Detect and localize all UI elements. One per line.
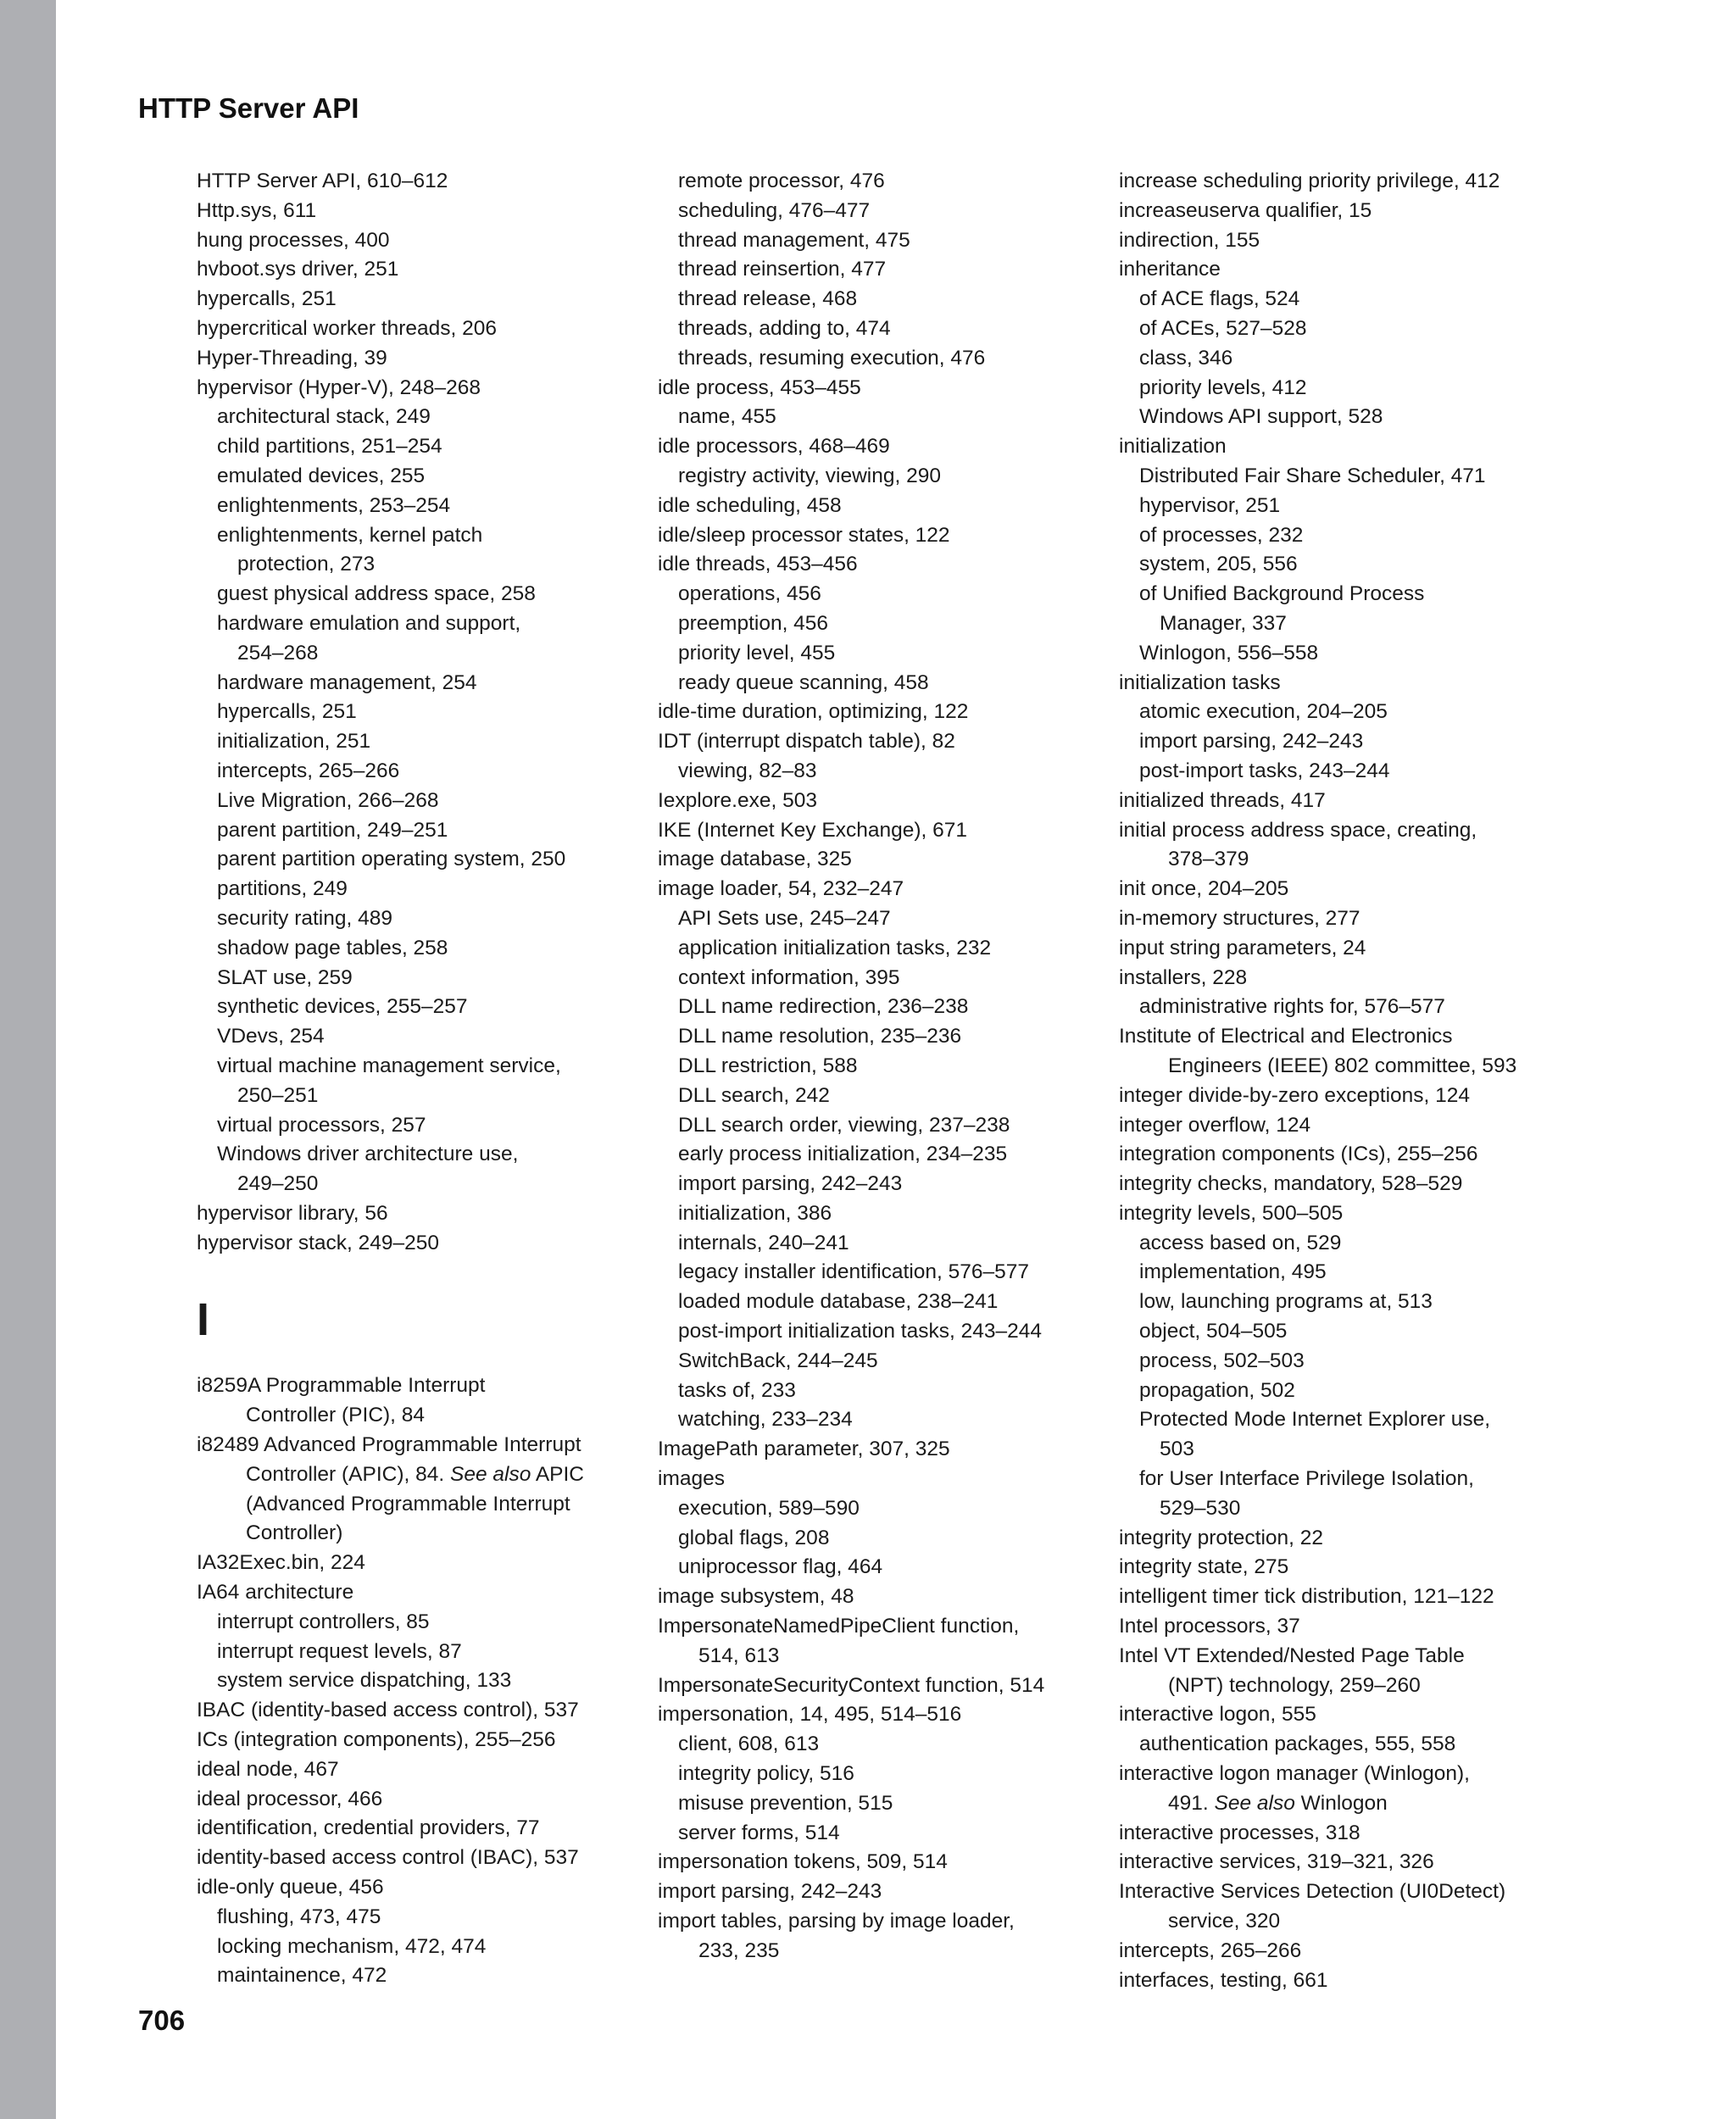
index-entry: integer overflow, 124 — [1119, 1113, 1311, 1137]
index-entry: API Sets use, 245–247 — [678, 906, 891, 930]
index-entry: of ACEs, 527–528 — [1139, 316, 1307, 340]
index-entry: preemption, 456 — [678, 611, 829, 635]
index-entry: scheduling, 476–477 — [678, 198, 871, 222]
index-entry: HTTP Server API, 610–612 — [197, 170, 448, 192]
index-entry: of processes, 232 — [1139, 523, 1304, 547]
index-entry: enlightenments, kernel patch — [217, 523, 483, 547]
index-entry: hypervisor (Hyper-V), 248–268 — [197, 375, 481, 399]
index-entry: init once, 204–205 — [1119, 877, 1289, 901]
index-entry: interfaces, testing, 661 — [1119, 1968, 1328, 1992]
index-entry: Winlogon, 556–558 — [1139, 641, 1319, 665]
index-entry: interactive services, 319–321, 326 — [1119, 1850, 1434, 1874]
index-entry: Distributed Fair Share Scheduler, 471 — [1139, 464, 1486, 487]
page-number: 706 — [138, 2005, 186, 2036]
index-entry: administrative rights for, 576–577 — [1139, 995, 1445, 1019]
index-entry: integrity protection, 22 — [1119, 1526, 1324, 1549]
index-entry: (Advanced Programmable Interrupt — [246, 1492, 570, 1516]
index-entry: ready queue scanning, 458 — [678, 670, 929, 694]
index-entry: hypercritical worker threads, 206 — [197, 316, 498, 340]
index-entry: idle scheduling, 458 — [658, 493, 842, 517]
index-entry: client, 608, 613 — [678, 1732, 820, 1756]
index-entry: ideal node, 467 — [197, 1757, 339, 1781]
index-entry: hardware management, 254 — [217, 670, 477, 694]
index-entry: hypervisor stack, 249–250 — [197, 1231, 439, 1254]
index-entry: guest physical address space, 258 — [217, 582, 536, 606]
index-entry: Engineers (IEEE) 802 committee, 593 — [1168, 1054, 1517, 1077]
index-entry: image loader, 54, 232–247 — [658, 877, 904, 901]
index-entry: integrity levels, 500–505 — [1119, 1201, 1344, 1225]
index-entry: low, launching programs at, 513 — [1139, 1290, 1433, 1314]
index-entry: intercepts, 265–266 — [1119, 1938, 1302, 1962]
index-entry: SwitchBack, 244–245 — [678, 1349, 878, 1372]
index-entry: 254–268 — [237, 641, 319, 665]
see-also-text: See also — [1214, 1791, 1295, 1815]
index-entry: Http.sys, 611 — [197, 198, 317, 222]
index-entry: integrity policy, 516 — [678, 1762, 854, 1786]
index-entry: tasks of, 233 — [678, 1378, 796, 1402]
index-entry: early process initialization, 234–235 — [678, 1143, 1008, 1166]
index-entry: maintainence, 472 — [217, 1964, 387, 1988]
index-entry: initialization tasks — [1119, 670, 1281, 694]
index-entry: interrupt controllers, 85 — [217, 1610, 430, 1633]
index-entry: hypervisor library, 56 — [197, 1201, 388, 1225]
index-entry: DLL restriction, 588 — [678, 1054, 858, 1077]
index-entry: VDevs, 254 — [217, 1025, 325, 1048]
index-entry: image database, 325 — [658, 848, 852, 871]
index-entry: propagation, 502 — [1139, 1378, 1295, 1402]
index-entry: post-import initialization tasks, 243–244 — [678, 1320, 1042, 1343]
index-entry: system, 205, 556 — [1139, 553, 1298, 576]
index-entry: registry activity, viewing, 290 — [678, 464, 941, 487]
index-entry: IKE (Internet Key Exchange), 671 — [658, 818, 967, 842]
index-entry: Controller (PIC), 84 — [246, 1404, 426, 1427]
index-entry: class, 346 — [1139, 346, 1233, 370]
index-entry: shadow page tables, 258 — [217, 936, 448, 959]
index-entry: increaseuserva qualifier, 15 — [1119, 198, 1372, 222]
index-entry: operations, 456 — [678, 582, 821, 606]
index-entry: ImpersonateSecurityContext function, 514 — [658, 1673, 1045, 1697]
index-entry: thread release, 468 — [678, 287, 858, 311]
index-entry: protection, 273 — [237, 553, 376, 576]
index-entry: flushing, 473, 475 — [217, 1905, 381, 1928]
index-entry: uniprocessor flag, 464 — [678, 1555, 883, 1579]
index-entry: threads, adding to, 474 — [678, 316, 891, 340]
index-entry: authentication packages, 555, 558 — [1139, 1732, 1456, 1756]
index-entry: server forms, 514 — [678, 1821, 840, 1844]
index-entry: interactive processes, 318 — [1119, 1821, 1360, 1844]
page-gutter — [0, 0, 56, 2119]
index-entry: access based on, 529 — [1139, 1231, 1342, 1254]
index-entry: ICs (integration components), 255–256 — [197, 1728, 556, 1752]
index-entry: initialization, 386 — [678, 1201, 832, 1225]
index-entry: integrity state, 275 — [1119, 1555, 1289, 1579]
index-entry: import parsing, 242–243 — [658, 1880, 882, 1904]
index-entry: initial process address space, creating, — [1119, 818, 1477, 842]
index-entry: 249–250 — [237, 1172, 319, 1196]
index-entry: impersonation, 14, 495, 514–516 — [658, 1703, 962, 1727]
index-entry — [197, 1460, 671, 1490]
index-entry: locking mechanism, 472, 474 — [217, 1934, 487, 1958]
index-entry: process, 502–503 — [1139, 1349, 1305, 1372]
index-entry-text: 491. — [1168, 1791, 1215, 1815]
index-entry: parent partition operating system, 250 — [217, 848, 566, 871]
index-entry: viewing, 82–83 — [678, 759, 817, 782]
index-entry: synthetic devices, 255–257 — [217, 995, 468, 1019]
index-entry: priority level, 455 — [678, 641, 836, 665]
index-entry: i8259A Programmable Interrupt — [197, 1374, 486, 1398]
index-entry: initialization — [1119, 435, 1227, 459]
index-entry: threads, resuming execution, 476 — [678, 346, 986, 370]
index-column-3 — [1119, 167, 1577, 1995]
index-entry: Institute of Electrical and Electronics — [1119, 1025, 1453, 1048]
index-entry: DLL search order, viewing, 237–238 — [678, 1113, 1010, 1137]
index-entry: IDT (interrupt dispatch table), 82 — [658, 730, 955, 754]
index-entry: idle/sleep processor states, 122 — [658, 523, 950, 547]
index-entry: parent partition, 249–251 — [217, 818, 448, 842]
index-entry: implementation, 495 — [1139, 1260, 1327, 1284]
index-entry: Iexplore.exe, 503 — [658, 788, 817, 812]
index-entry: of ACE flags, 524 — [1139, 287, 1300, 311]
index-entry: integration components (ICs), 255–256 — [1119, 1143, 1478, 1166]
index-entry: 529–530 — [1160, 1496, 1241, 1520]
index-entry: hung processes, 400 — [197, 228, 390, 252]
index-entry: impersonation tokens, 509, 514 — [658, 1850, 948, 1874]
index-entry: Windows API support, 528 — [1139, 405, 1383, 429]
index-entry: DLL name redirection, 236–238 — [678, 995, 969, 1019]
index-entry: hvboot.sys driver, 251 — [197, 258, 399, 281]
index-entry: images — [658, 1467, 725, 1491]
index-entry: DLL name resolution, 235–236 — [678, 1025, 962, 1048]
index-entry: import parsing, 242–243 — [1139, 730, 1364, 754]
index-entry: application initialization tasks, 232 — [678, 936, 992, 959]
index-entry: installers, 228 — [1119, 965, 1248, 989]
index-entry: in-memory structures, 277 — [1119, 906, 1360, 930]
index-entry: legacy installer identification, 576–577 — [678, 1260, 1030, 1284]
index-entry: import parsing, 242–243 — [678, 1172, 903, 1196]
index-entry: execution, 589–590 — [678, 1496, 860, 1520]
index-entry: interrupt request levels, 87 — [217, 1639, 462, 1663]
index-entry: service, 320 — [1168, 1910, 1281, 1933]
index-entry: remote processor, 476 — [678, 170, 885, 192]
index-entry: ImpersonateNamedPipeClient function, — [658, 1615, 1020, 1638]
index-entry: integer divide-by-zero exceptions, 124 — [1119, 1083, 1471, 1107]
index-entry: i82489 Advanced Programmable Interrupt — [197, 1433, 581, 1457]
index-entry: 503 — [1160, 1438, 1194, 1461]
index-entry: import tables, parsing by image loader, — [658, 1910, 1015, 1933]
index-entry: ideal processor, 466 — [197, 1787, 383, 1810]
index-entry: interactive logon, 555 — [1119, 1703, 1316, 1727]
index-entry: inheritance — [1119, 258, 1221, 281]
see-also-text: See also — [450, 1462, 531, 1486]
index-entry: Live Migration, 266–268 — [217, 788, 439, 812]
cross-reference-target: Winlogon — [1294, 1791, 1388, 1815]
index-entry: IA64 architecture — [197, 1581, 354, 1605]
index-entry: context information, 395 — [678, 965, 900, 989]
index-entry: child partitions, 251–254 — [217, 435, 442, 459]
index-entry: identification, credential providers, 77 — [197, 1816, 540, 1840]
index-entry: misuse prevention, 515 — [678, 1791, 893, 1815]
index-entry: thread management, 475 — [678, 228, 910, 252]
index-entry: Intel VT Extended/Nested Page Table — [1119, 1643, 1465, 1667]
index-entry: 250–251 — [237, 1083, 319, 1107]
index-entry: emulated devices, 255 — [217, 464, 426, 487]
index-entry: DLL search, 242 — [678, 1083, 830, 1107]
index-entry: integrity checks, mandatory, 528–529 — [1119, 1172, 1463, 1196]
index-entry: hypervisor, 251 — [1139, 493, 1281, 517]
index-entry: increase scheduling priority privilege, 412 — [1119, 170, 1500, 192]
index-entry: Interactive Services Detection (UI0Detect) — [1119, 1880, 1506, 1904]
index-entry: enlightenments, 253–254 — [217, 493, 451, 517]
index-entry-text: Controller (APIC), 84. — [246, 1462, 450, 1486]
index-entry: input string parameters, 24 — [1119, 936, 1366, 959]
index-entry: global flags, 208 — [678, 1526, 830, 1549]
index-entry: Intel processors, 37 — [1119, 1615, 1300, 1638]
index-entry: thread reinsertion, 477 — [678, 258, 887, 281]
index-entry: ImagePath parameter, 307, 325 — [658, 1438, 950, 1461]
index-entry: idle process, 453–455 — [658, 375, 861, 399]
index-entry: name, 455 — [678, 405, 776, 429]
index-entry: hypercalls, 251 — [197, 287, 337, 311]
index-entry: hypercalls, 251 — [217, 700, 357, 724]
index-entry: (NPT) technology, 259–260 — [1168, 1673, 1421, 1697]
index-entry: internals, 240–241 — [678, 1231, 849, 1254]
index-entry: IBAC (identity-based access control), 537 — [197, 1699, 579, 1722]
index-entry: intercepts, 265–266 — [217, 759, 400, 782]
index-entry: virtual processors, 257 — [217, 1113, 426, 1137]
index-entry: Hyper-Threading, 39 — [197, 346, 387, 370]
index-entry: image subsystem, 48 — [658, 1585, 854, 1609]
index-letter-heading: I — [197, 1294, 210, 1346]
index-entry: initialization, 251 — [217, 730, 371, 754]
index-entry — [1119, 1789, 1577, 1819]
index-entry: 378–379 — [1168, 848, 1249, 871]
index-entry: 514, 613 — [698, 1643, 780, 1667]
index-column-1 — [197, 167, 671, 1991]
index-entry: partitions, 249 — [217, 877, 348, 901]
index-entry: hardware emulation and support, — [217, 611, 521, 635]
index-entry: idle threads, 453–456 — [658, 553, 858, 576]
cross-reference-target: APIC — [531, 1462, 584, 1486]
index-entry: security rating, 489 — [217, 906, 392, 930]
index-entry: of Unified Background Process — [1139, 582, 1425, 606]
index-entry: object, 504–505 — [1139, 1320, 1288, 1343]
index-entry: indirection, 155 — [1119, 228, 1260, 252]
index-entry: intelligent timer tick distribution, 121–122 — [1119, 1585, 1494, 1609]
index-entry: identity-based access control (IBAC), 537 — [197, 1846, 579, 1870]
index-entry: SLAT use, 259 — [217, 965, 353, 989]
index-entry: initialized threads, 417 — [1119, 788, 1326, 812]
index-entry: interactive logon manager (Winlogon), — [1119, 1762, 1470, 1786]
index-entry: architectural stack, 249 — [217, 405, 431, 429]
index-entry: idle processors, 468–469 — [658, 435, 890, 459]
index-column-2 — [658, 167, 1116, 1966]
index-entry: Windows driver architecture use, — [217, 1143, 519, 1166]
index-entry: for User Interface Privilege Isolation, — [1139, 1467, 1474, 1491]
index-entry: idle-only queue, 456 — [197, 1876, 384, 1899]
index-entry: Controller) — [246, 1521, 343, 1545]
index-entry: post-import tasks, 243–244 — [1139, 759, 1390, 782]
index-entry: 233, 235 — [698, 1938, 780, 1962]
index-entry: loaded module database, 238–241 — [678, 1290, 999, 1314]
index-entry: virtual machine management service, — [217, 1054, 561, 1077]
index-entry: system service dispatching, 133 — [217, 1669, 512, 1693]
index-entry: idle-time duration, optimizing, 122 — [658, 700, 969, 724]
index-entry: priority levels, 412 — [1139, 375, 1307, 399]
running-head: HTTP Server API — [138, 92, 359, 124]
index-entry: Manager, 337 — [1160, 611, 1287, 635]
index-entry: watching, 233–234 — [678, 1408, 853, 1432]
index-entry: Protected Mode Internet Explorer use, — [1139, 1408, 1490, 1432]
index-entry: atomic execution, 204–205 — [1139, 700, 1388, 724]
index-entry: IA32Exec.bin, 224 — [197, 1551, 365, 1575]
